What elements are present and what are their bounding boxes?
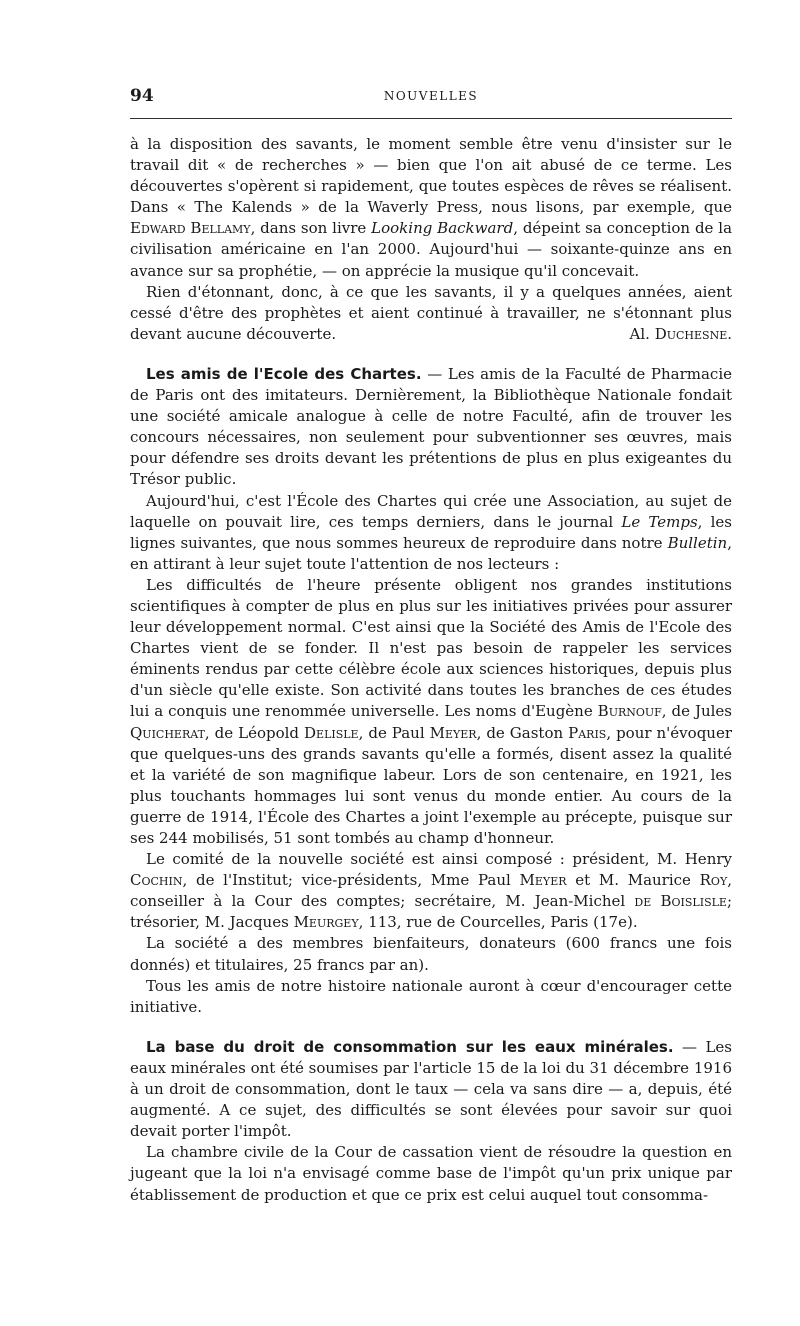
- text-run: , dans son livre: [250, 219, 372, 238]
- article1-paragraph-1: [130, 134, 732, 282]
- text-run: , dépeint sa conception de la civilisation américaine en l'an 2000. Aujourd'hui — soixante-quinze ans en avance sur sa prophétie, — on apprécie la musique qu'il concevait.: [130, 219, 733, 280]
- text-run: Le comité de la nouvelle société est ainsi composé : président, M. Henry: [146, 850, 732, 869]
- person-name: Meyer: [429, 723, 477, 742]
- article2-paragraph-1: [130, 364, 732, 491]
- person-name: Cochin: [130, 871, 183, 890]
- text-run: Rien d'étonnant, donc, à ce que les savants, il y a quelques années, aient cessé d'être des prophètes et aient continué à travailler, ne s'étonnant plus devant aucune découverte.: [130, 282, 732, 343]
- article2-paragraph-2: [130, 491, 732, 575]
- page-header: [130, 86, 732, 112]
- person-name: Quicherat: [130, 723, 205, 742]
- article2-paragraph-4: [130, 849, 732, 933]
- page-body: [130, 134, 732, 1206]
- text-run: , de l'Institut; vice-présidents, Mme Paul: [182, 871, 520, 890]
- article2-paragraph-6: Tous les amis de notre histoire nationale auront à cœur d'encourager cette initiative.: [130, 976, 732, 1016]
- article1-paragraph-2: [130, 282, 732, 345]
- section-title: La base du droit de consommation sur les eaux minérales.: [146, 1037, 674, 1056]
- text-run: à la disposition des savants, le moment semble être venu d'insister sur le travail dit « de recherches » — bien que l'on ait abusé de ce terme. Les découvertes s'opèrent si rapidement, que toutes espèces de rêves se réalisent. Dans « The Kalends » de la Waverly Press, nous lisons, par exemple, que: [130, 135, 732, 217]
- text-run: — Les eaux minérales ont été soumises par l'article 15 de la loi du 31 décembre 1916 à un droit de consommation, dont le taux — cela va sans dire — a, depuis, été augmenté. A ce sujet, des difficultés se sont élevées pour savoir sur quoi devait porter l'impôt.: [130, 1037, 732, 1141]
- text-run: et M. Maurice: [566, 871, 700, 890]
- text-run: , conseiller à la Cour des comptes; secrétaire, M. Jean-Michel: [130, 871, 732, 911]
- article3-paragraph-1: [130, 1037, 732, 1142]
- signature-initial: Al.: [629, 324, 655, 343]
- text-run: , les lignes suivantes, que nous sommes heureux de reproduire dans notre: [130, 512, 732, 552]
- text-run: ; trésorier, M. Jacques: [130, 892, 732, 932]
- text-run: , 113, rue de Courcelles, Paris (17e).: [358, 913, 638, 932]
- text-run: , de Gaston: [476, 723, 569, 742]
- text-run: , de Léopold: [204, 723, 305, 742]
- text-run: , de Paul: [358, 723, 430, 742]
- article2-paragraph-3: [130, 575, 732, 849]
- person-name: Delisle: [304, 723, 359, 742]
- text-run: — Les amis de la Faculté de Pharmacie de Paris ont des imitateurs. Dernièrement, la Bibliothèque Nationale fondait une société amicale analogue à celle de notre Faculté, afin de trouver les concours nécessaires, non seulement pour subventionner ses œuvres, mais pour défendre ses droits devant les prétentions de plus en plus exigeantes du Trésor public.: [130, 364, 732, 489]
- person-name: de Boislisle: [634, 892, 727, 911]
- person-name: Meyer: [519, 871, 567, 890]
- text-run: Les difficultés de l'heure présente obligent nos grandes institutions scientifiques à compter de plus en plus sur les initiatives privées pour assurer leur développement normal. C'est ainsi que la Société des Amis de l'Ecole des Chartes vient de se fonder. Il n'est pas besoin de rappeler les services éminents rendus par cette célèbre école aux sciences historiques, depuis plus d'un siècle qu'elle existe. Son activité dans toutes les branches de ces études lui a conquis une renommée universelle. Les noms d'Eugène: [130, 575, 732, 721]
- author-name: Edward Bellamy: [130, 219, 251, 238]
- book-title: Looking Backward: [371, 219, 514, 238]
- person-name: Meurgey: [293, 913, 359, 932]
- signature-name: Duchesne.: [654, 324, 732, 343]
- person-name: Paris: [568, 723, 607, 742]
- person-name: Burnouf: [597, 702, 662, 721]
- section-title: Les amis de l'Ecole des Chartes.: [146, 364, 422, 383]
- bulletin-title: Bulletin: [667, 533, 728, 552]
- signature: [614, 324, 732, 345]
- page-number: 94: [130, 86, 154, 106]
- journal-title: Le Temps: [621, 512, 698, 531]
- running-head: NOUVELLES: [383, 89, 479, 103]
- text-run: , pour n'évoquer que quelques-uns des grands savants qu'elle a formés, disent assez la qualité et la variété de son magnifique labeur. Lors de son centenaire, en 1921, les plus touchants hommages lui sont venus du monde entier. Au cours de la guerre de 1914, l'École des Chartes a joint l'exemple au précepte, puisque sur ses 244 mobilisés, 51 sont tombés au champ d'honneur.: [130, 723, 732, 847]
- text-run: Aujourd'hui, c'est l'École des Chartes qui crée une Association, au sujet de laquelle on pouvait lire, ces temps derniers, dans le journal: [130, 491, 732, 531]
- article3-paragraph-2: La chambre civile de la Cour de cassation vient de résoudre la question en jugeant que la loi n'a envisagé comme base de l'impôt qu'un prix unique par établissement de production et que ce prix est celui auquel tout consomma-: [130, 1143, 732, 1204]
- text-run: , de Jules: [661, 702, 732, 721]
- article2-paragraph-5: La société a des membres bienfaiteurs, donateurs (600 francs une fois donnés) et titulaires, 25 francs par an).: [130, 934, 732, 974]
- text-run: , en attirant à leur sujet toute l'attention de nos lecteurs :: [130, 533, 732, 573]
- header-rule: [130, 118, 732, 119]
- person-name: Roy: [699, 871, 728, 890]
